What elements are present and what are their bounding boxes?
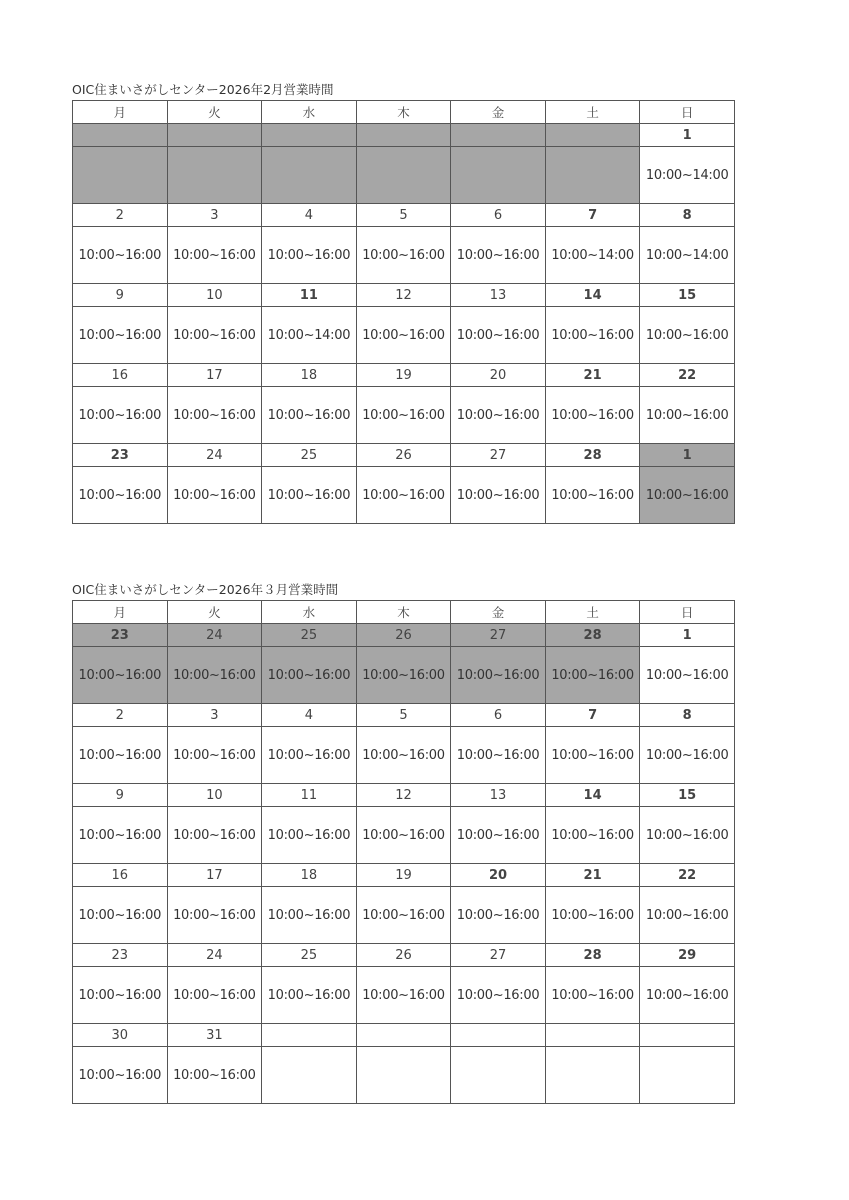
hours-cell — [262, 1047, 357, 1104]
hours-cell: 10:00~16:00 — [640, 387, 735, 444]
hours-cell: 10:00~14:00 — [262, 307, 357, 364]
date-cell: 23 — [73, 444, 168, 467]
date-cell: 27 — [451, 624, 546, 647]
date-cell: 5 — [356, 204, 451, 227]
hours-cell: 10:00~16:00 — [262, 727, 357, 784]
date-cell: 20 — [451, 864, 546, 887]
date-row — [73, 444, 735, 467]
date-cell: 25 — [262, 624, 357, 647]
calendar-title: OIC住まいさがしセンター2026年2月営業時間 — [72, 82, 334, 97]
date-cell: 27 — [451, 444, 546, 467]
date-cell: 9 — [73, 784, 168, 807]
date-cell: 23 — [73, 944, 168, 967]
date-cell — [640, 1024, 735, 1047]
hours-cell: 10:00~16:00 — [451, 807, 546, 864]
calendar-grid — [72, 100, 735, 524]
hours-cell: 10:00~16:00 — [451, 647, 546, 704]
date-row — [73, 284, 735, 307]
date-cell: 6 — [451, 204, 546, 227]
date-cell: 24 — [167, 624, 262, 647]
date-row — [73, 784, 735, 807]
weekday-header: 水 — [262, 601, 357, 624]
date-cell: 11 — [262, 284, 357, 307]
hours-row — [73, 307, 735, 364]
date-row — [73, 944, 735, 967]
hours-cell: 10:00~16:00 — [73, 1047, 168, 1104]
date-cell: 24 — [167, 444, 262, 467]
date-cell: 12 — [356, 284, 451, 307]
hours-cell: 10:00~16:00 — [262, 647, 357, 704]
hours-cell: 10:00~16:00 — [356, 887, 451, 944]
date-cell: 16 — [73, 864, 168, 887]
date-cell: 17 — [167, 864, 262, 887]
hours-cell: 10:00~16:00 — [545, 967, 640, 1024]
hours-cell: 10:00~16:00 — [262, 887, 357, 944]
date-cell — [356, 124, 451, 147]
hours-cell: 10:00~16:00 — [262, 967, 357, 1024]
hours-cell: 10:00~16:00 — [262, 467, 357, 524]
weekday-header: 木 — [356, 601, 451, 624]
date-row — [73, 204, 735, 227]
hours-cell: 10:00~16:00 — [640, 647, 735, 704]
date-cell: 10 — [167, 784, 262, 807]
hours-cell: 10:00~16:00 — [545, 467, 640, 524]
hours-cell: 10:00~16:00 — [73, 307, 168, 364]
february-calendar — [72, 80, 735, 524]
date-cell: 28 — [545, 944, 640, 967]
date-cell: 8 — [640, 204, 735, 227]
hours-row — [73, 147, 735, 204]
hours-cell: 10:00~16:00 — [640, 307, 735, 364]
date-cell: 26 — [356, 624, 451, 647]
date-cell: 2 — [73, 204, 168, 227]
weekday-header-row — [73, 601, 735, 624]
hours-cell: 10:00~14:00 — [640, 147, 735, 204]
date-cell: 27 — [451, 944, 546, 967]
date-cell: 6 — [451, 704, 546, 727]
date-cell: 10 — [167, 284, 262, 307]
hours-cell: 10:00~16:00 — [167, 227, 262, 284]
date-cell — [545, 124, 640, 147]
calendar-title: OIC住まいさがしセンター2026年３月営業時間 — [72, 582, 339, 597]
date-row — [73, 704, 735, 727]
hours-cell: 10:00~16:00 — [73, 807, 168, 864]
date-cell: 3 — [167, 204, 262, 227]
date-row — [73, 364, 735, 387]
hours-cell: 10:00~16:00 — [73, 647, 168, 704]
hours-cell: 10:00~16:00 — [167, 467, 262, 524]
date-cell: 20 — [451, 364, 546, 387]
date-row — [73, 1024, 735, 1047]
date-cell: 12 — [356, 784, 451, 807]
hours-cell: 10:00~16:00 — [262, 227, 357, 284]
date-cell: 5 — [356, 704, 451, 727]
date-cell: 28 — [545, 624, 640, 647]
hours-row — [73, 807, 735, 864]
date-cell: 25 — [262, 444, 357, 467]
hours-cell: 10:00~16:00 — [451, 887, 546, 944]
hours-cell: 10:00~16:00 — [545, 807, 640, 864]
date-cell: 11 — [262, 784, 357, 807]
hours-cell: 10:00~16:00 — [640, 467, 735, 524]
hours-cell: 10:00~16:00 — [73, 967, 168, 1024]
date-cell: 18 — [262, 364, 357, 387]
hours-cell: 10:00~16:00 — [167, 727, 262, 784]
hours-cell: 10:00~16:00 — [167, 807, 262, 864]
date-cell: 26 — [356, 944, 451, 967]
date-cell: 8 — [640, 704, 735, 727]
hours-cell: 10:00~16:00 — [167, 1047, 262, 1104]
hours-cell: 10:00~16:00 — [356, 307, 451, 364]
hours-cell: 10:00~16:00 — [640, 967, 735, 1024]
date-cell: 29 — [640, 944, 735, 967]
hours-cell — [167, 147, 262, 204]
hours-cell: 10:00~16:00 — [356, 727, 451, 784]
weekday-header: 金 — [451, 601, 546, 624]
date-cell: 21 — [545, 364, 640, 387]
hours-cell: 10:00~16:00 — [167, 387, 262, 444]
date-cell: 23 — [73, 624, 168, 647]
hours-cell: 10:00~16:00 — [167, 887, 262, 944]
date-cell: 7 — [545, 204, 640, 227]
weekday-header: 土 — [545, 101, 640, 124]
date-cell: 3 — [167, 704, 262, 727]
hours-cell: 10:00~16:00 — [167, 967, 262, 1024]
date-cell — [451, 1024, 546, 1047]
date-cell: 13 — [451, 784, 546, 807]
hours-cell: 10:00~16:00 — [640, 807, 735, 864]
hours-cell: 10:00~14:00 — [640, 227, 735, 284]
weekday-header: 月 — [73, 101, 168, 124]
hours-cell: 10:00~16:00 — [451, 727, 546, 784]
weekday-header: 火 — [167, 101, 262, 124]
hours-cell — [356, 1047, 451, 1104]
hours-cell: 10:00~16:00 — [167, 307, 262, 364]
date-cell — [262, 1024, 357, 1047]
hours-row — [73, 887, 735, 944]
hours-cell — [451, 147, 546, 204]
calendar-grid — [72, 600, 735, 1104]
hours-row — [73, 967, 735, 1024]
date-cell: 18 — [262, 864, 357, 887]
hours-cell: 10:00~16:00 — [73, 887, 168, 944]
date-cell: 17 — [167, 364, 262, 387]
date-cell — [451, 124, 546, 147]
hours-cell: 10:00~16:00 — [356, 807, 451, 864]
weekday-header: 日 — [640, 601, 735, 624]
hours-cell: 10:00~16:00 — [262, 387, 357, 444]
date-cell — [262, 124, 357, 147]
hours-cell: 10:00~16:00 — [73, 227, 168, 284]
date-row — [73, 624, 735, 647]
hours-cell: 10:00~16:00 — [262, 807, 357, 864]
date-cell: 31 — [167, 1024, 262, 1047]
date-cell: 9 — [73, 284, 168, 307]
date-cell: 1 — [640, 444, 735, 467]
weekday-header: 金 — [451, 101, 546, 124]
date-cell: 19 — [356, 364, 451, 387]
date-cell: 25 — [262, 944, 357, 967]
hours-cell: 10:00~16:00 — [356, 227, 451, 284]
hours-cell — [451, 1047, 546, 1104]
weekday-header-row — [73, 101, 735, 124]
march-calendar — [72, 580, 735, 1104]
hours-cell — [545, 147, 640, 204]
hours-cell: 10:00~16:00 — [73, 727, 168, 784]
hours-cell: 10:00~16:00 — [451, 387, 546, 444]
date-cell: 7 — [545, 704, 640, 727]
date-cell: 15 — [640, 284, 735, 307]
hours-cell: 10:00~14:00 — [545, 227, 640, 284]
date-cell — [545, 1024, 640, 1047]
date-cell: 28 — [545, 444, 640, 467]
hours-cell: 10:00~16:00 — [451, 307, 546, 364]
date-cell — [167, 124, 262, 147]
hours-cell — [73, 147, 168, 204]
date-cell: 22 — [640, 864, 735, 887]
date-cell: 16 — [73, 364, 168, 387]
date-cell: 15 — [640, 784, 735, 807]
hours-cell: 10:00~16:00 — [167, 647, 262, 704]
hours-row — [73, 387, 735, 444]
hours-cell — [356, 147, 451, 204]
hours-row — [73, 1047, 735, 1104]
date-cell: 2 — [73, 704, 168, 727]
hours-cell: 10:00~16:00 — [451, 467, 546, 524]
weekday-header: 土 — [545, 601, 640, 624]
date-cell: 4 — [262, 704, 357, 727]
hours-cell: 10:00~16:00 — [451, 967, 546, 1024]
date-cell: 4 — [262, 204, 357, 227]
weekday-header: 水 — [262, 101, 357, 124]
hours-cell: 10:00~16:00 — [545, 307, 640, 364]
date-cell: 1 — [640, 124, 735, 147]
hours-cell: 10:00~16:00 — [73, 467, 168, 524]
hours-cell: 10:00~16:00 — [356, 647, 451, 704]
hours-cell: 10:00~16:00 — [356, 467, 451, 524]
date-cell: 26 — [356, 444, 451, 467]
date-cell: 24 — [167, 944, 262, 967]
hours-cell: 10:00~16:00 — [640, 887, 735, 944]
hours-cell: 10:00~16:00 — [451, 227, 546, 284]
hours-cell: 10:00~16:00 — [545, 887, 640, 944]
weekday-header: 月 — [73, 601, 168, 624]
hours-cell — [545, 1047, 640, 1104]
hours-cell: 10:00~16:00 — [640, 727, 735, 784]
hours-cell: 10:00~16:00 — [356, 387, 451, 444]
date-cell: 1 — [640, 624, 735, 647]
weekday-header: 日 — [640, 101, 735, 124]
hours-cell: 10:00~16:00 — [545, 387, 640, 444]
hours-cell — [262, 147, 357, 204]
weekday-header: 火 — [167, 601, 262, 624]
date-cell: 14 — [545, 784, 640, 807]
weekday-header: 木 — [356, 101, 451, 124]
date-cell: 19 — [356, 864, 451, 887]
hours-cell: 10:00~16:00 — [73, 387, 168, 444]
date-cell: 30 — [73, 1024, 168, 1047]
hours-row — [73, 467, 735, 524]
date-cell: 13 — [451, 284, 546, 307]
hours-cell — [640, 1047, 735, 1104]
date-row — [73, 124, 735, 147]
hours-row — [73, 227, 735, 284]
date-cell: 22 — [640, 364, 735, 387]
date-cell — [356, 1024, 451, 1047]
date-cell: 21 — [545, 864, 640, 887]
hours-cell: 10:00~16:00 — [545, 727, 640, 784]
hours-row — [73, 727, 735, 784]
hours-row — [73, 647, 735, 704]
date-cell: 14 — [545, 284, 640, 307]
date-cell — [73, 124, 168, 147]
hours-cell: 10:00~16:00 — [545, 647, 640, 704]
date-row — [73, 864, 735, 887]
hours-cell: 10:00~16:00 — [356, 967, 451, 1024]
